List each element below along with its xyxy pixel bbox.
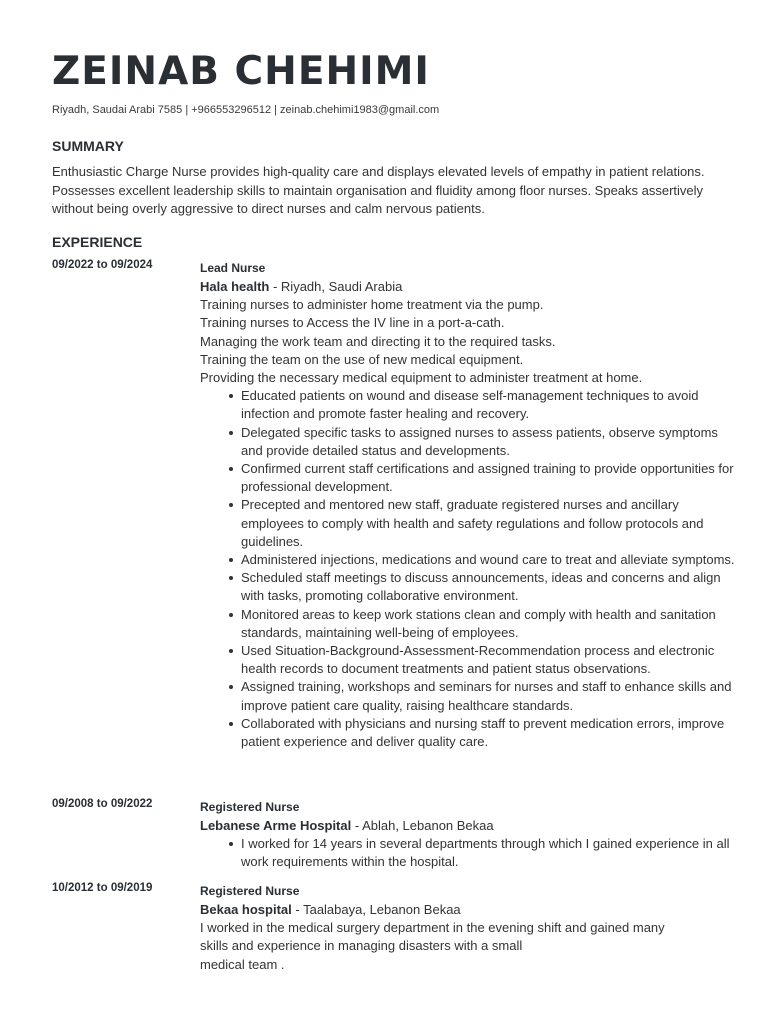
duty-line: Training nurses to Access the IV line in a port-a-cath. <box>200 315 505 331</box>
job-title: Lead Nurse <box>200 261 266 275</box>
duty-line: Training nurses to administer home treatment via the pump. <box>200 297 544 313</box>
job-description: I worked for 14 years in several departments through which I gained experience in all work requirements within the hospital. <box>200 835 740 871</box>
duty-line: Managing the work team and directing it to the required tasks. <box>200 333 556 349</box>
job-dates: 09/2008 to 09/2022 <box>52 798 153 810</box>
summary-text: Enthusiastic Charge Nurse provides high-quality care and displays elevated levels of empathy in patient relations. Possesses excellent leadership skills to maintain organisation and fluidity among floor nurses. Speaks assertively without being overly aggressive to direct nurses and calm nervous patients. <box>52 164 705 216</box>
employer-location: - Riyadh, Saudi Arabia <box>269 279 403 294</box>
achievement-item: Precepted and mentored new staff, graduate registered nurses and ancillary employees to comply with health and safety regulations and follow protocols and guidelines. <box>241 496 740 551</box>
employer-name: Hala health <box>200 279 270 294</box>
employer-name: Bekaa hospital <box>200 902 292 917</box>
resume-name: ZEINAB CHEHIMI <box>52 49 430 94</box>
job-details <box>200 259 740 751</box>
achievement-list <box>200 387 740 751</box>
employer-location: - Ablah, Lebanon Bekaa <box>351 818 494 833</box>
achievement-item: Administered injections, medications and wound care to treat and alleviate symptoms. <box>241 551 740 569</box>
employer-location: - Taalabaya, Lebanon Bekaa <box>291 902 461 917</box>
employer-line <box>200 278 740 296</box>
duty-line: medical team . <box>200 956 285 972</box>
job-dates: 10/2012 to 09/2019 <box>52 882 153 894</box>
job-title: Registered Nurse <box>200 800 300 814</box>
job-details <box>200 882 740 974</box>
experience-heading: EXPERIENCE <box>52 234 143 250</box>
achievement-item: Delegated specific tasks to assigned nurses to assess patients, observe symptoms and provide detailed status and developments. <box>241 424 740 460</box>
duty-line: skills and experience in managing disasters with a small <box>200 938 523 954</box>
achievement-item: Monitored areas to keep work stations clean and comply with health and sanitation standards, maintaining well-being of employees. <box>241 606 740 642</box>
achievement-item: Collaborated with physicians and nursing staff to prevent medication errors, improve patient experience and deliver quality care. <box>241 715 740 751</box>
job-dates: 09/2022 to 09/2024 <box>52 259 153 271</box>
job-details <box>200 798 740 872</box>
employer-name: Lebanese Arme Hospital <box>200 818 352 833</box>
duty-line: Providing the necessary medical equipment to administer treatment at home. <box>200 370 643 386</box>
achievement-item: Used Situation-Background-Assessment-Recommendation process and electronic health records to document treatments and patient status observations. <box>241 642 740 678</box>
employer-line <box>200 817 740 835</box>
job-title: Registered Nurse <box>200 884 300 898</box>
summary-heading: SUMMARY <box>52 138 124 154</box>
employer-line <box>200 901 740 919</box>
duty-line: Training the team on the use of new medical equipment. <box>200 351 524 367</box>
duty-line: I worked in the medical surgery department in the evening shift and gained many <box>200 920 665 936</box>
achievement-item: Assigned training, workshops and seminars for nurses and staff to enhance skills and improve patient care quality, raising healthcare standards. <box>241 678 740 714</box>
achievement-item: Confirmed current staff certifications and assigned training to provide opportunities for professional development. <box>241 460 740 496</box>
achievement-item: Educated patients on wound and disease self-management techniques to avoid infection and promote faster healing and recovery. <box>241 387 740 423</box>
achievement-item: Scheduled staff meetings to discuss announcements, ideas and concerns and align with tasks, promoting collaborative environment. <box>241 569 740 605</box>
contact-info: Riyadh, Saudai Arabi 7585 | +966553296512 | zeinab.chehimi1983@gmail.com <box>52 104 440 116</box>
